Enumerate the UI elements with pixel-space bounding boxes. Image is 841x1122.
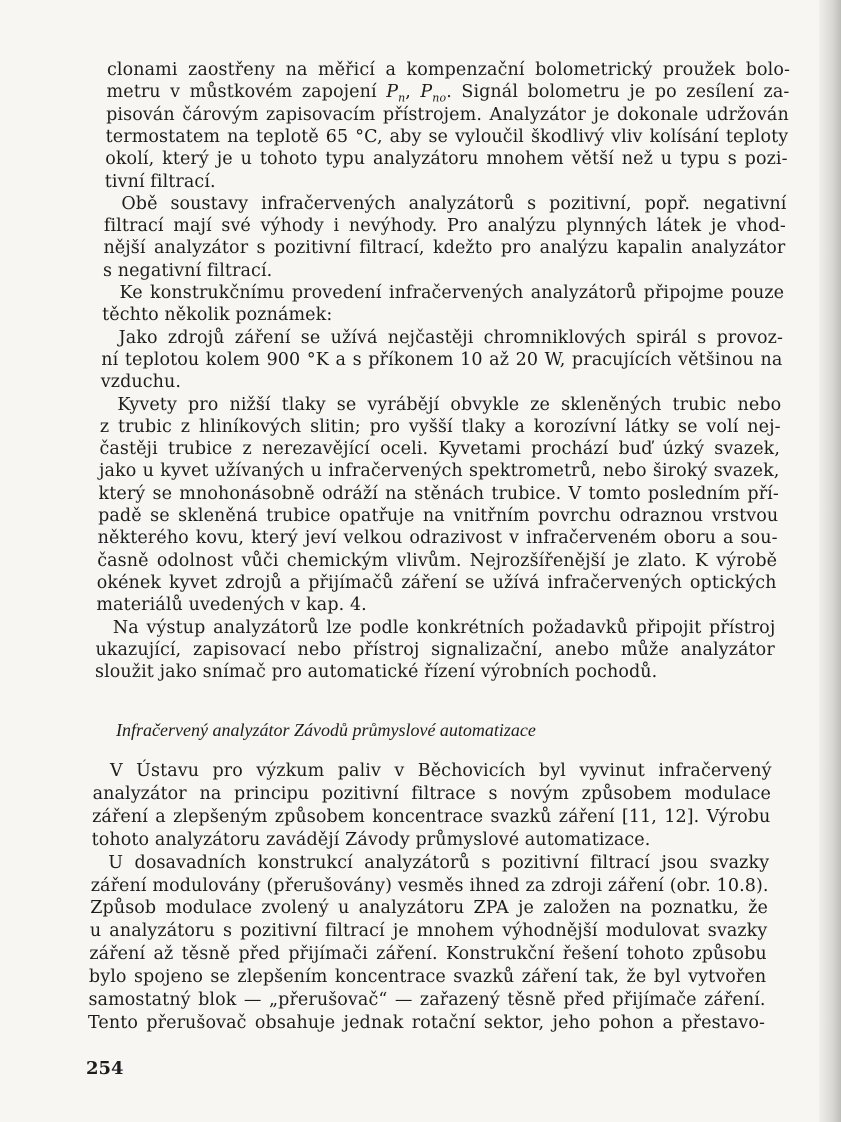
text-line: bylo spojeno se zlepšením koncentrace svazků záření tak, že byl vytvořen [88, 967, 767, 988]
text-line: záření a zlepšeným způsobem koncentrace svazků záření [11, 12]. Výrobu [92, 806, 771, 827]
text-line: pisován čárovým zapisovacím přístrojem. Analyzátor je dokonale udržován [106, 104, 789, 125]
text-line: záření modulovány (přerušovány) vesměs ihned za zdroji záření (obr. 10.8). [90, 875, 769, 896]
text-line: některého kovu, který jeví velkou odrazivost v infračerveném oboru a sou- [97, 528, 778, 549]
text-line: tohoto analyzátoru zavádějí Závody průmyslové automatizace. [91, 829, 651, 850]
text-line: padě se skleněná trubice opatřuje na vnitřním povrchu odraznou vrstvou [98, 506, 779, 526]
text-line: materiálů uvedených v kap. 4. [96, 595, 367, 616]
text-line: Obě soustavy infračervených analyzátorů s pozitivní, popř. negativní [121, 193, 787, 214]
text-line: častěji trubice z nerezavějící oceli. Kyvetami prochází buď úzký svazek, [99, 439, 781, 460]
text-line: analyzátor na principu pozitivní filtrace s novým způsobem modulace [92, 783, 771, 804]
text-line: okének kyvet zdrojů a přijímačů záření se užívá infračervených optických [96, 572, 777, 593]
text-line: Tento přerušovač obsahuje jednak rotační sektor, jeho pohon a přestavo- [88, 1012, 765, 1033]
text-line: sloužit jako snímač pro automatické řízení výrobních pochodů. [94, 662, 658, 683]
text-line: časně odolnost vůči chemickým vlivům. Nejrozšířenější je zlato. K výrobě [97, 550, 778, 571]
section-heading: Infračervený analyzátor Závodů průmyslové automatizace [116, 720, 536, 740]
text-line: Jako zdrojů záření se užívá nejčastěji chromniklových spirál s provoz- [118, 327, 783, 348]
text-line: termostatem na teplotě 65 °C, aby se vyloučil škodlivý vliv kolísání teploty [105, 126, 789, 147]
page-number: 254 [86, 1058, 124, 1079]
text-line: filtrací mají své výhody i nevýhody. Pro analýzu plynných látek je vhod- [103, 216, 786, 237]
text-line: jako u kyvet užívaných u infračervených spektrometrů, nebo široký svazek, [98, 461, 780, 482]
text-line: Ke konstrukčnímu provedení infračervených analyzátorů připojme pouze [119, 283, 785, 303]
text-line: těchto několik poznámek: [102, 305, 333, 326]
text-line: s negativní filtrací. [102, 260, 273, 281]
text-line: Kyvety pro nižší tlaky se vyrábějí obvykle ze skleněných trubic nebo [117, 394, 782, 415]
text-line: samostatný blok — „přerušovač“ — zařazený těsně před přijímače záření. [88, 990, 766, 1010]
text-line: z trubic z hliníkových slitin; pro vyšší tlaky a korozívní látky se volí nej- [99, 416, 781, 437]
text-line: u analyzátoru s pozitivní filtrací je mnohem výhodnější modulovat svazky [89, 921, 768, 942]
text-line: metru v můstkovém zapojení $P_n$, $P_{no}$. Signál bolometru je po zesílení za- [106, 82, 790, 105]
text-line: Způsob modulace zvolený u analyzátoru ZPA je založen na poznatku, že [90, 898, 768, 919]
text-line: V Ústavu pro výzkum paliv v Běchovicích byl vyvinut infračervený [110, 761, 772, 781]
text-line: nější analyzátor s pozitivní filtrací, kdežto pro analýzu kapalin analyzátor [103, 238, 786, 259]
text-line: okolí, který je u tohoto typu analyzátoru mnohem větší než u typu s pozi- [105, 149, 788, 170]
text-line: clonami zaostřeny na měřicí a kompenzační bolometrický proužek bolo- [107, 60, 790, 80]
text-line: tivní filtrací. [104, 171, 216, 192]
text-line: záření až těsně před přijímači záření. Konstrukční řešení tohoto způsobu [89, 944, 767, 965]
text-line: ní teplotou kolem 900 °K a s příkonem 10 až 20 W, pracujících většinou na [101, 349, 783, 370]
text-line: U dosavadních konstrukcí analyzátorů s pozitivní filtrací jsou svazky [108, 852, 770, 873]
text-line: vzduchu. [100, 372, 182, 393]
text-line: Na výstup analyzátorů lze podle konkrétních požadavků připojit přístroj [112, 617, 776, 638]
text-line: který se mnohonásobně odráží na stěnách trubice. V tomto posledním pří- [98, 483, 779, 504]
text-line: ukazující, zapisovací nebo přístroj signalizační, anebo může analyzátor [95, 639, 775, 660]
scan-page-edge [819, 0, 841, 1122]
